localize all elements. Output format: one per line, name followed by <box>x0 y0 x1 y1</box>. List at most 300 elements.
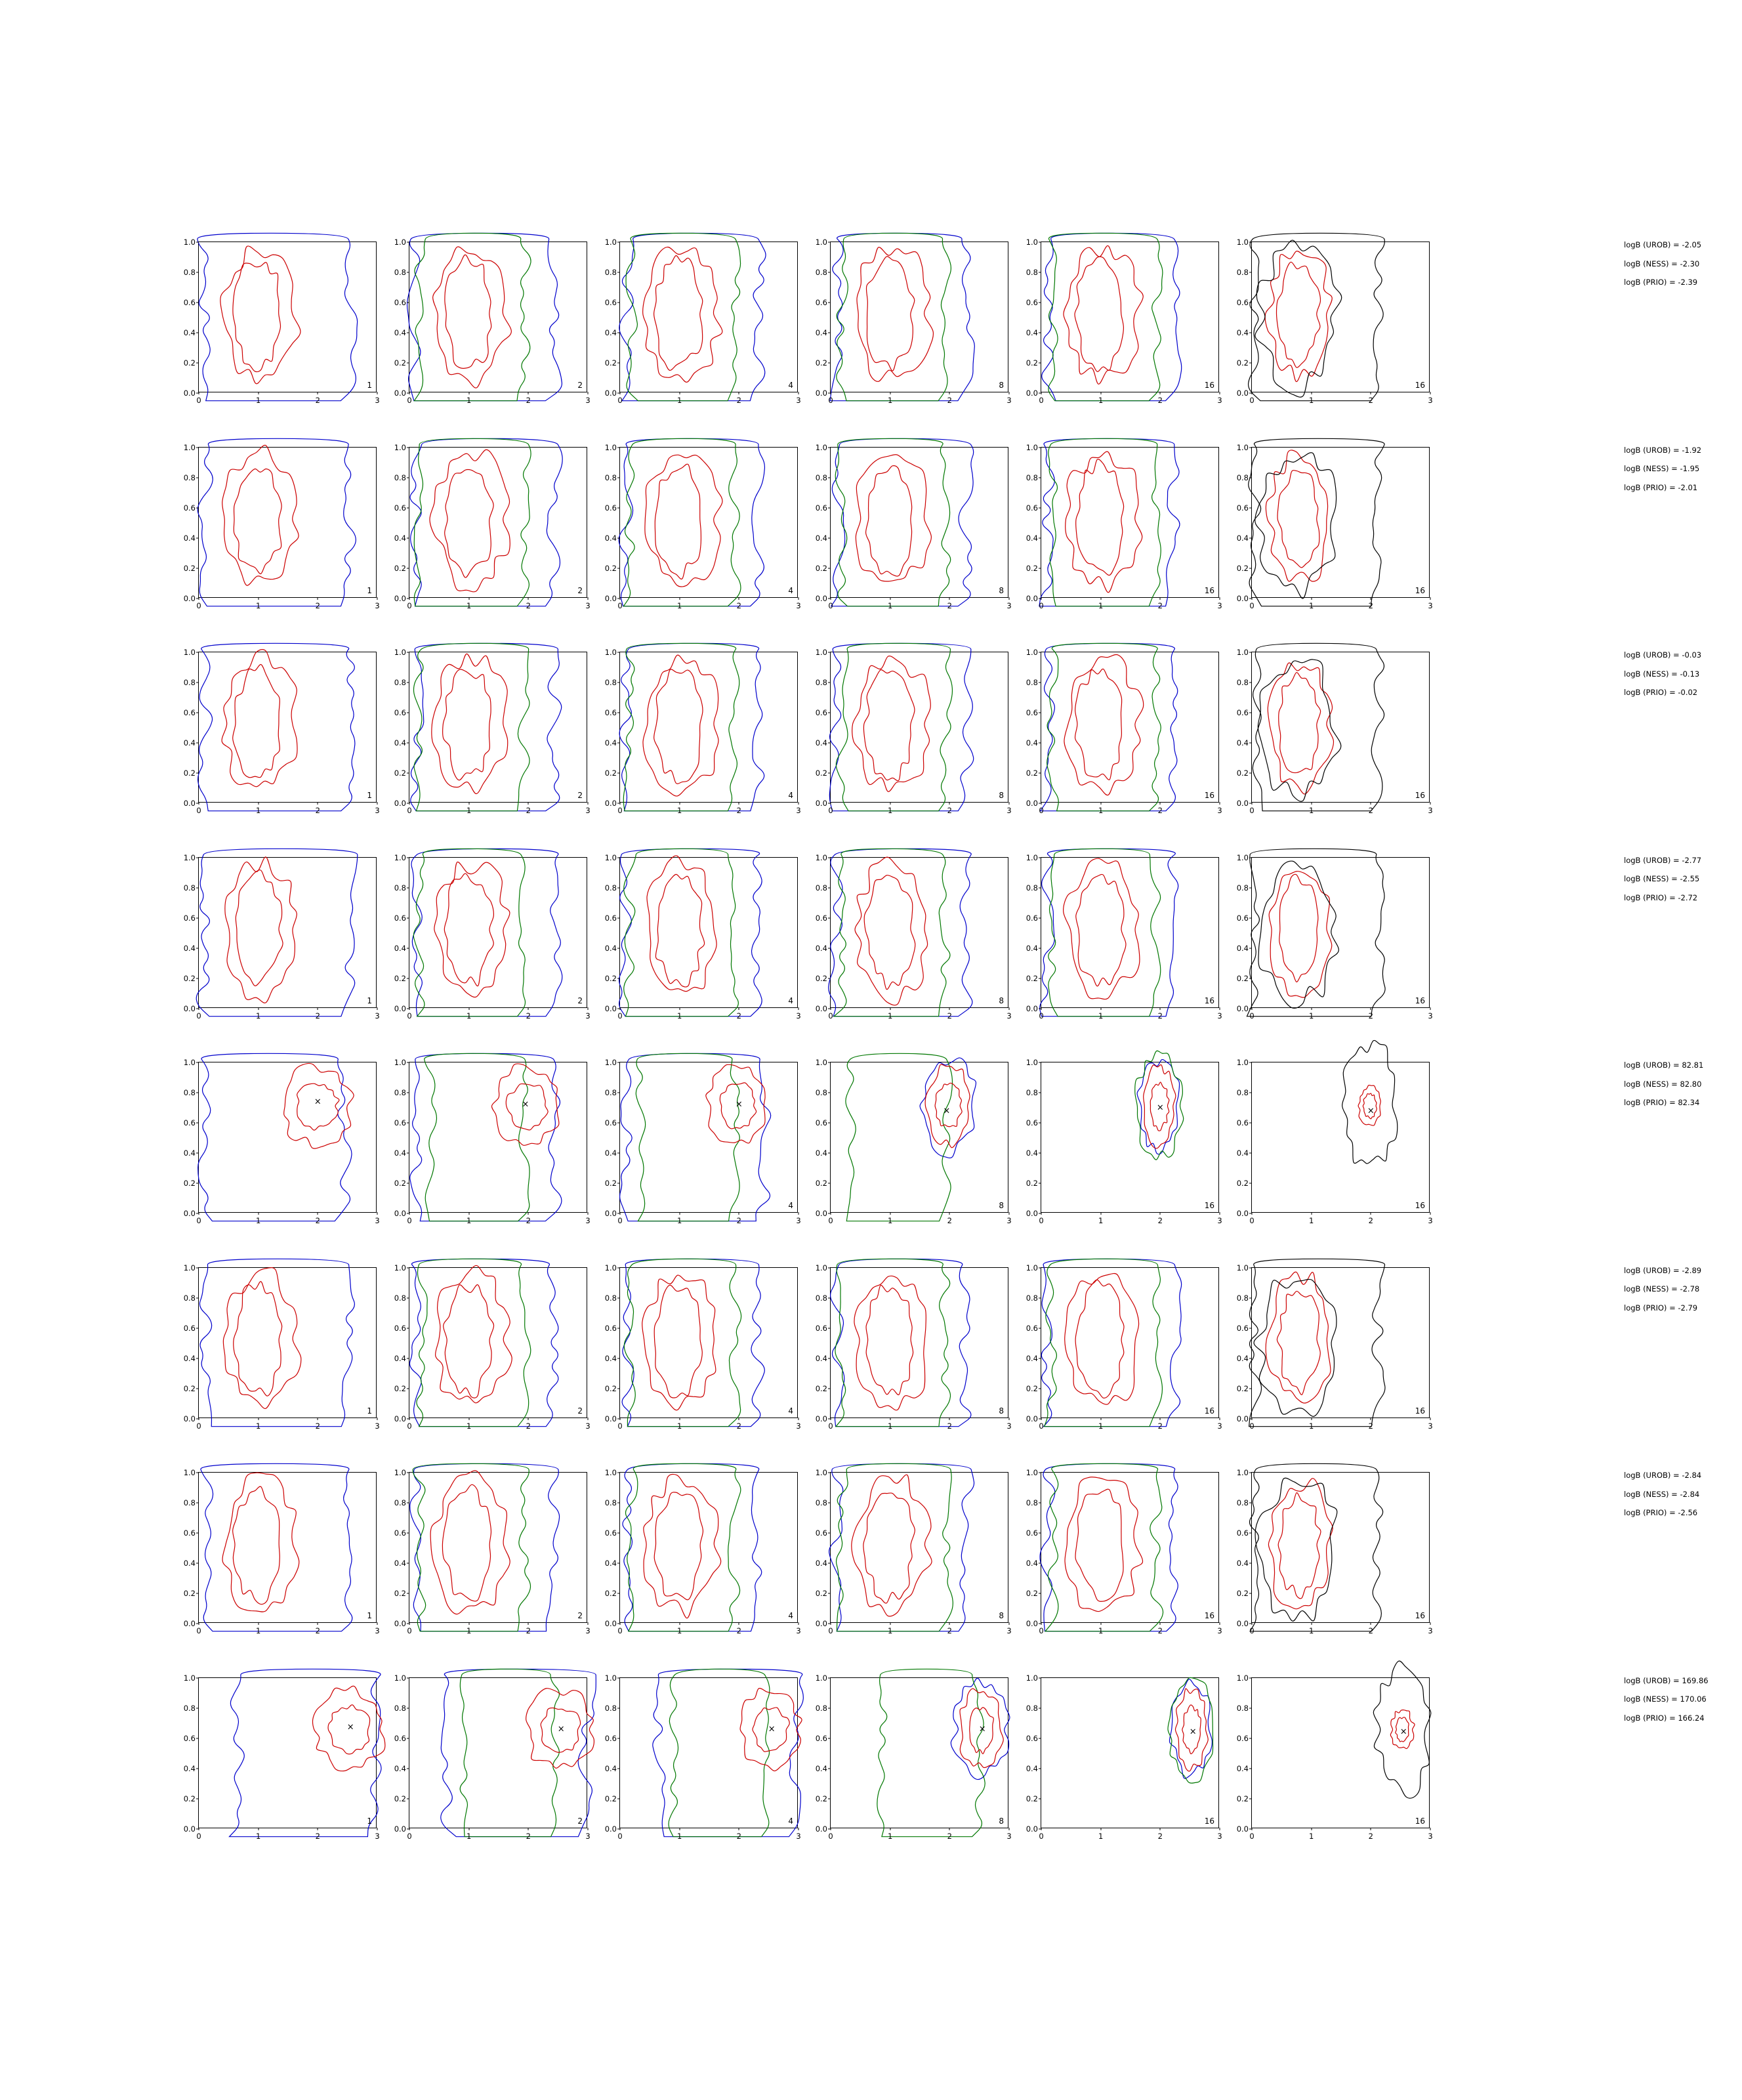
x-tick-label: 1 <box>1309 1216 1314 1225</box>
y-tick-label: 0.2 <box>604 563 617 573</box>
panel-axes <box>183 1673 380 1841</box>
y-tick-label: 0.0 <box>1026 1619 1038 1628</box>
y-tick-label: 0.6 <box>815 1733 827 1743</box>
x-tick-label: 1 <box>467 1011 472 1020</box>
y-tick-label: 0.2 <box>1236 768 1249 778</box>
x-tick-mark <box>1311 1212 1312 1215</box>
panel-axes <box>1026 238 1222 405</box>
x-tick-label: 1 <box>467 1216 472 1225</box>
contour-curve <box>1064 245 1143 384</box>
y-tick-label: 0.8 <box>604 1293 617 1303</box>
x-tick-mark <box>258 597 259 600</box>
y-tick-mark <box>828 1533 831 1534</box>
x-tick-label: 0 <box>828 600 833 610</box>
x-tick-label: 3 <box>585 1011 591 1020</box>
y-tick-mark <box>617 1267 620 1268</box>
x-tick-label: 0 <box>407 1831 412 1841</box>
panel-8-1[interactable] <box>171 1672 387 1841</box>
y-tick-mark <box>1249 1388 1252 1389</box>
y-tick-mark <box>617 682 620 683</box>
x-tick-mark <box>1430 1828 1431 1830</box>
panel-4-3[interactable] <box>592 852 808 1020</box>
panel-4-2[interactable] <box>381 852 598 1020</box>
panel-6-4[interactable] <box>802 1262 1019 1431</box>
panel-7-5[interactable] <box>1013 1467 1230 1635</box>
y-tick-label: 1.0 <box>604 1058 617 1067</box>
x-tick-mark <box>679 1418 680 1420</box>
x-tick-mark <box>1041 1007 1042 1010</box>
x-tick-mark <box>528 1007 529 1010</box>
y-tick-label: 0.8 <box>1236 1703 1249 1713</box>
y-tick-label: 0.6 <box>815 503 827 513</box>
x-tick-mark <box>1430 392 1431 394</box>
y-tick-label: 0.4 <box>604 1148 617 1158</box>
panel-axes <box>394 852 591 1020</box>
row-annotation-7 <box>1624 1472 1742 1528</box>
x-tick-mark <box>620 1212 621 1215</box>
x-tick-mark <box>798 1212 799 1215</box>
panel-2-4[interactable] <box>802 442 1019 610</box>
x-tick-mark <box>258 802 259 805</box>
y-tick-label: 0.4 <box>394 1353 406 1363</box>
panel-1-1[interactable] <box>171 236 387 405</box>
y-tick-label: 1.0 <box>815 1263 827 1272</box>
y-tick-mark <box>617 887 620 888</box>
y-tick-mark <box>407 1153 409 1154</box>
x-tick-label: 0 <box>828 806 833 815</box>
contour-layer <box>831 448 1008 597</box>
panel-6-1[interactable] <box>171 1262 387 1431</box>
y-tick-label: 0.2 <box>1236 973 1249 983</box>
y-tick-label: 0.2 <box>604 1383 617 1393</box>
y-tick-mark <box>617 1388 620 1389</box>
y-tick-mark <box>828 272 831 273</box>
panel-2-6[interactable] <box>1224 442 1440 610</box>
y-tick-label: 0.4 <box>183 1353 196 1363</box>
panel-3-4[interactable] <box>802 646 1019 815</box>
contour-curve <box>1064 858 1140 999</box>
y-tick-label: 1.0 <box>1026 1058 1038 1067</box>
panel-5-3[interactable] <box>592 1057 808 1225</box>
y-tick-label: 0.0 <box>815 1209 827 1218</box>
y-tick-mark <box>407 887 409 888</box>
y-tick-label: 0.6 <box>1236 1323 1249 1333</box>
y-tick-label: 0.8 <box>815 1703 827 1713</box>
panel-axes <box>183 1468 380 1635</box>
y-tick-label: 0.6 <box>394 503 406 513</box>
panel-4-6[interactable] <box>1224 852 1440 1020</box>
panel-1-6[interactable] <box>1224 236 1440 405</box>
x-tick-label: 3 <box>375 1421 380 1431</box>
x-tick-mark <box>528 1212 529 1215</box>
y-tick-mark <box>1039 1768 1041 1769</box>
x-tick-mark <box>1430 1007 1431 1010</box>
truth-marker: × <box>768 1724 776 1734</box>
x-tick-mark <box>1311 802 1312 805</box>
x-tick-label: 1 <box>1309 1011 1314 1020</box>
panel-6-2[interactable] <box>381 1262 598 1431</box>
panel-3-2[interactable] <box>381 646 598 815</box>
contour-layer <box>620 1473 797 1622</box>
y-tick-label: 0.2 <box>1026 1794 1038 1803</box>
y-tick-mark <box>196 743 199 744</box>
panel-2-3[interactable] <box>592 442 808 610</box>
y-tick-mark <box>407 917 409 918</box>
row-annotation-8 <box>1624 1677 1742 1734</box>
y-tick-label: 0.8 <box>183 472 196 482</box>
panel-1-5[interactable] <box>1013 236 1230 405</box>
y-tick-label: 1.0 <box>604 1263 617 1272</box>
x-tick-label: 2 <box>1157 396 1163 405</box>
y-tick-label: 1.0 <box>394 238 406 247</box>
panel-6-3[interactable] <box>592 1262 808 1431</box>
panel-count-label: 16 <box>1204 1406 1214 1416</box>
y-tick-label: 0.4 <box>394 328 406 337</box>
y-tick-label: 0.2 <box>815 768 827 778</box>
x-tick-label: 1 <box>256 396 261 405</box>
panel-count-label: 16 <box>1204 1816 1214 1826</box>
panel-5-6[interactable] <box>1224 1057 1440 1225</box>
panel-7-2[interactable] <box>381 1467 598 1635</box>
y-tick-mark <box>1249 1563 1252 1564</box>
y-tick-label: 1.0 <box>815 648 827 657</box>
contour-curve <box>1064 654 1144 795</box>
panel-axes <box>815 648 1012 815</box>
y-tick-label: 0.4 <box>1026 943 1038 953</box>
panel-5-1[interactable] <box>171 1057 387 1225</box>
y-tick-mark <box>1039 1388 1041 1389</box>
x-tick-label: 2 <box>315 396 320 405</box>
x-tick-label: 1 <box>677 1831 682 1841</box>
y-tick-mark <box>196 773 199 774</box>
y-tick-label: 0.6 <box>604 1733 617 1743</box>
panel-axes <box>1236 1263 1433 1431</box>
y-tick-mark <box>407 537 409 538</box>
x-tick-label: 3 <box>1006 1216 1012 1225</box>
y-tick-mark <box>196 1563 199 1564</box>
y-tick-label: 0.4 <box>394 533 406 543</box>
panel-6-6[interactable] <box>1224 1262 1440 1431</box>
contour-curve <box>444 1284 494 1398</box>
x-tick-label: 3 <box>1006 1421 1012 1431</box>
y-tick-mark <box>407 773 409 774</box>
panel-8-5[interactable] <box>1013 1672 1230 1841</box>
contour-curve <box>619 643 764 810</box>
x-tick-mark <box>1009 1212 1010 1215</box>
x-tick-mark <box>1430 802 1431 805</box>
y-tick-label: 0.4 <box>1026 328 1038 337</box>
x-tick-mark <box>588 1212 589 1215</box>
y-tick-label: 1.0 <box>604 1673 617 1683</box>
panel-7-6[interactable] <box>1224 1467 1440 1635</box>
annotation-ness: logB (NESS) = -2.84 <box>1624 1489 1700 1499</box>
panel-2-2[interactable] <box>381 442 598 610</box>
y-tick-mark <box>196 1153 199 1154</box>
contour-layer <box>831 242 1008 392</box>
panel-1-3[interactable] <box>592 236 808 405</box>
x-tick-mark <box>1430 1418 1431 1420</box>
x-tick-label: 3 <box>375 1011 380 1020</box>
panel-count-label: 1 <box>367 1816 372 1826</box>
x-tick-mark <box>1100 1007 1101 1010</box>
contour-curve <box>1255 240 1342 397</box>
y-tick-mark <box>617 1183 620 1184</box>
y-tick-label: 0.4 <box>1026 1148 1038 1158</box>
y-tick-mark <box>407 1798 409 1799</box>
contour-curve <box>1266 450 1327 581</box>
panel-3-3[interactable] <box>592 646 808 815</box>
panel-1-4[interactable] <box>802 236 1019 405</box>
x-tick-label: 0 <box>1039 1421 1044 1431</box>
panel-3-5[interactable] <box>1013 646 1230 815</box>
y-tick-label: 1.0 <box>1236 1058 1249 1067</box>
x-tick-label: 0 <box>196 396 201 405</box>
truth-marker: × <box>314 1097 321 1107</box>
x-tick-mark <box>528 392 529 394</box>
panel-axes <box>604 852 801 1020</box>
truth-marker: × <box>943 1106 951 1116</box>
panel-8-6[interactable] <box>1224 1672 1440 1841</box>
y-tick-mark <box>828 682 831 683</box>
contour-layer <box>199 1062 376 1212</box>
y-tick-label: 0.4 <box>1026 738 1038 747</box>
y-tick-label: 0.6 <box>1026 503 1038 513</box>
panel-axes <box>604 1468 801 1635</box>
truth-marker: × <box>346 1722 354 1732</box>
y-tick-label: 0.0 <box>604 1824 617 1834</box>
x-tick-mark <box>620 1828 621 1830</box>
y-tick-mark <box>1249 1677 1252 1678</box>
panel-5-5[interactable] <box>1013 1057 1230 1225</box>
y-tick-label: 1.0 <box>1236 648 1249 657</box>
x-tick-mark <box>409 1418 410 1420</box>
contour-layer <box>1252 448 1429 597</box>
y-tick-label: 0.6 <box>1026 1323 1038 1333</box>
y-tick-mark <box>1039 1267 1041 1268</box>
contour-layer <box>1252 1473 1429 1622</box>
contour-curve <box>436 1265 512 1402</box>
panel-3-6[interactable] <box>1224 646 1440 815</box>
panel-count-label: 4 <box>788 1406 793 1416</box>
x-tick-mark <box>528 597 529 600</box>
y-tick-mark <box>828 1677 831 1678</box>
y-tick-label: 0.0 <box>183 593 196 603</box>
y-tick-label: 1.0 <box>604 852 617 862</box>
contour-curve <box>413 643 529 810</box>
y-tick-label: 1.0 <box>604 238 617 247</box>
panel-7-4[interactable] <box>802 1467 1019 1635</box>
x-tick-label: 3 <box>585 1831 591 1841</box>
contour-curve <box>1278 1493 1321 1599</box>
y-tick-mark <box>617 857 620 858</box>
x-tick-label: 3 <box>1428 1831 1433 1841</box>
x-tick-mark <box>949 1828 950 1830</box>
panel-7-1[interactable] <box>171 1467 387 1635</box>
panel-8-3[interactable] <box>592 1672 808 1841</box>
panel-count-label: 8 <box>999 996 1004 1005</box>
y-tick-label: 0.0 <box>183 1003 196 1013</box>
y-tick-label: 1.0 <box>1236 1468 1249 1477</box>
x-tick-mark <box>377 597 378 600</box>
x-tick-mark <box>258 1828 259 1830</box>
panel-8-2[interactable] <box>381 1672 598 1841</box>
panel-row <box>171 1467 1702 1672</box>
panel-6-5[interactable] <box>1013 1262 1230 1431</box>
x-tick-mark <box>258 1418 259 1420</box>
y-tick-label: 0.2 <box>1026 768 1038 778</box>
y-tick-mark <box>1249 242 1252 243</box>
x-tick-label: 1 <box>1309 396 1314 405</box>
panel-axes <box>394 1263 591 1431</box>
contour-layer <box>1041 448 1218 597</box>
y-tick-label: 0.6 <box>1236 298 1249 307</box>
y-tick-mark <box>196 272 199 273</box>
panel-3-1[interactable] <box>171 646 387 815</box>
y-tick-mark <box>1039 363 1041 364</box>
x-tick-label: 0 <box>1039 1831 1044 1841</box>
y-tick-label: 0.4 <box>183 1763 196 1773</box>
x-tick-label: 0 <box>617 600 623 610</box>
y-tick-label: 0.6 <box>815 1118 827 1127</box>
panel-7-3[interactable] <box>592 1467 808 1635</box>
x-tick-mark <box>377 1212 378 1215</box>
contour-curve <box>414 438 531 606</box>
y-tick-mark <box>407 242 409 243</box>
x-tick-label: 3 <box>375 1216 380 1225</box>
annotation-prio: logB (PRIO) = -2.56 <box>1624 1508 1698 1517</box>
panel-2-1[interactable] <box>171 442 387 610</box>
y-tick-label: 0.8 <box>183 883 196 892</box>
y-tick-mark <box>407 1062 409 1063</box>
y-tick-label: 0.2 <box>394 563 406 573</box>
x-tick-mark <box>468 1828 469 1830</box>
x-tick-mark <box>1252 597 1253 600</box>
panel-4-5[interactable] <box>1013 852 1230 1020</box>
y-tick-label: 0.0 <box>604 799 617 808</box>
y-tick-label: 0.4 <box>604 738 617 747</box>
panel-axes <box>1026 1468 1222 1635</box>
truth-marker: × <box>1400 1727 1407 1737</box>
x-tick-label: 2 <box>526 1011 531 1020</box>
x-tick-label: 0 <box>828 396 833 405</box>
panel-count-label: 4 <box>788 1611 793 1620</box>
panel-axes <box>604 238 801 405</box>
y-tick-label: 0.8 <box>394 268 406 277</box>
contour-curve <box>443 669 491 780</box>
x-tick-label: 3 <box>1217 396 1222 405</box>
contour-layer <box>199 448 376 597</box>
x-tick-label: 1 <box>1309 806 1314 815</box>
x-tick-mark <box>949 802 950 805</box>
panel-5-2[interactable] <box>381 1057 598 1225</box>
y-tick-label: 1.0 <box>1236 1673 1249 1683</box>
y-tick-label: 0.0 <box>604 388 617 398</box>
panel-count-label: 8 <box>999 381 1004 390</box>
row-annotation-4 <box>1624 857 1742 914</box>
panel-count-label: 1 <box>367 1611 372 1620</box>
panel-count-label: 8 <box>999 585 1004 595</box>
x-tick-label: 0 <box>828 1626 833 1635</box>
panel-5-4[interactable] <box>802 1057 1019 1225</box>
panel-count-label: 1 <box>367 996 372 1005</box>
x-tick-mark <box>798 392 799 394</box>
y-tick-label: 0.2 <box>1026 358 1038 368</box>
panel-1-2[interactable] <box>381 236 598 405</box>
x-tick-label: 3 <box>1428 1011 1433 1020</box>
y-tick-mark <box>828 1297 831 1298</box>
y-tick-mark <box>1249 447 1252 448</box>
y-tick-mark <box>407 1768 409 1769</box>
panel-2-5[interactable] <box>1013 442 1230 610</box>
y-tick-mark <box>1249 887 1252 888</box>
y-tick-label: 0.2 <box>815 1179 827 1188</box>
panel-axes <box>183 852 380 1020</box>
truth-marker: × <box>1367 1106 1375 1116</box>
y-tick-label: 1.0 <box>183 1468 196 1477</box>
contour-layer <box>1252 652 1429 802</box>
y-tick-mark <box>828 1062 831 1063</box>
contour-curve <box>877 1669 985 1836</box>
contour-curve <box>856 454 931 581</box>
panel-4-4[interactable] <box>802 852 1019 1020</box>
y-tick-label: 0.4 <box>1026 533 1038 543</box>
y-tick-label: 0.6 <box>815 913 827 923</box>
panel-4-1[interactable] <box>171 852 387 1020</box>
panel-axes <box>183 442 380 610</box>
y-tick-mark <box>1249 1768 1252 1769</box>
x-tick-mark <box>468 802 469 805</box>
contour-curve <box>1258 861 1338 1008</box>
y-tick-label: 0.2 <box>1026 563 1038 573</box>
contour-curve <box>654 1492 703 1600</box>
x-tick-mark <box>409 1828 410 1830</box>
x-tick-mark <box>1430 597 1431 600</box>
x-tick-mark <box>377 1418 378 1420</box>
y-tick-label: 0.4 <box>1026 1559 1038 1568</box>
panel-axes <box>1236 1673 1433 1841</box>
x-tick-label: 0 <box>407 1421 412 1431</box>
y-tick-label: 0.4 <box>1236 1763 1249 1773</box>
y-tick-mark <box>407 1563 409 1564</box>
x-tick-label: 3 <box>1006 1626 1012 1635</box>
contour-curve <box>1265 251 1332 382</box>
x-tick-mark <box>1430 1212 1431 1215</box>
panel-count-label: 16 <box>1204 791 1214 800</box>
x-tick-mark <box>528 1828 529 1830</box>
y-tick-mark <box>196 1593 199 1594</box>
x-tick-label: 2 <box>1368 1626 1373 1635</box>
panel-axes <box>1026 648 1222 815</box>
truth-marker: × <box>1156 1102 1164 1113</box>
panel-count-label: 8 <box>999 1816 1004 1826</box>
y-tick-label: 1.0 <box>183 852 196 862</box>
contour-curve <box>653 1669 803 1836</box>
y-tick-label: 0.6 <box>183 1323 196 1333</box>
y-tick-mark <box>196 1123 199 1124</box>
panel-8-4[interactable] <box>802 1672 1019 1841</box>
x-tick-label: 2 <box>947 1011 952 1020</box>
y-tick-label: 0.2 <box>1026 973 1038 983</box>
y-tick-mark <box>617 242 620 243</box>
y-tick-mark <box>617 1593 620 1594</box>
contour-curve <box>625 1463 740 1631</box>
x-tick-label: 3 <box>1428 1216 1433 1225</box>
y-tick-label: 0.0 <box>1026 1824 1038 1834</box>
x-tick-label: 1 <box>1309 600 1314 610</box>
x-tick-label: 3 <box>1428 1421 1433 1431</box>
panel-axes <box>604 442 801 610</box>
panel-axes <box>394 442 591 610</box>
